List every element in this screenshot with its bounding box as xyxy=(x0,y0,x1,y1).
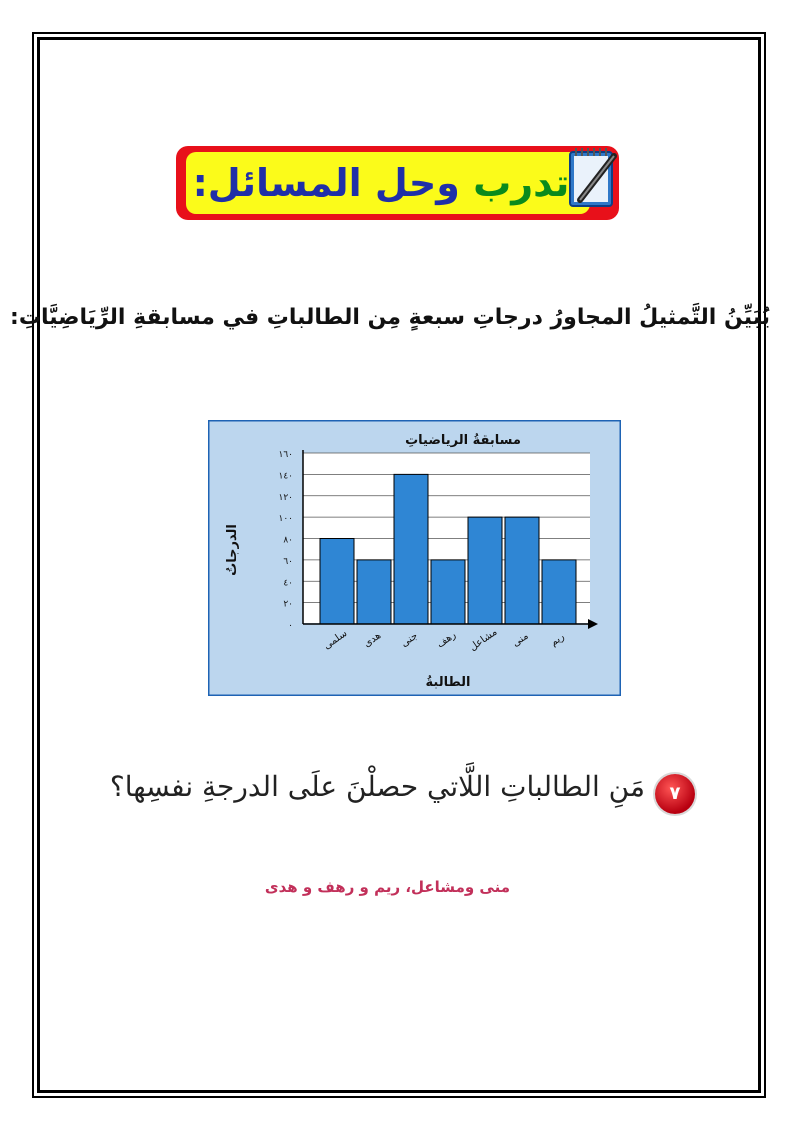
x-tick-label: منى xyxy=(510,630,531,650)
x-tick-label: هدى xyxy=(361,630,384,650)
x-tick-label: جنى xyxy=(399,630,420,650)
x-tick-label: ريم xyxy=(548,631,567,649)
bar-7 xyxy=(542,560,576,624)
y-tick-label: ٢٠ xyxy=(283,599,293,610)
y-tick-label: ١٠٠ xyxy=(278,514,293,525)
banner-word-practice: تدرب xyxy=(473,161,570,205)
y-tick-label: ٤٠ xyxy=(283,578,293,589)
bar-3 xyxy=(394,474,428,624)
y-tick-label: ٠ xyxy=(288,621,293,631)
title-banner xyxy=(176,146,619,220)
x-tick-label: رهف xyxy=(435,629,459,651)
y-tick-label: ١٦٠ xyxy=(278,450,293,460)
chart-ylabel: الدرجاتُ xyxy=(225,524,240,576)
bar-chart xyxy=(208,420,621,696)
banner-word-solve: وحل المسائل: xyxy=(192,161,460,205)
x-tick-label: سلمى xyxy=(321,628,350,652)
y-tick-label: ٦٠ xyxy=(283,556,293,567)
question-text: مَنِ الطالباتِ اللَّاتي حصلْنَ علَى الدرجةِ نفسِها؟ xyxy=(109,770,645,803)
example-prompt xyxy=(10,305,770,330)
y-tick-label: ١٢٠ xyxy=(278,492,293,503)
chart-title: مسابقةُ الرياضياتِ xyxy=(405,433,521,448)
bar-1 xyxy=(320,539,354,625)
bar-4 xyxy=(431,560,465,624)
prompt-text: يُبَيِّنُ التَّمثيلُ المجاورُ درجاتِ سبعةٍ مِن الطالباتِ في مسابقةِ الرِّيَاضِيَّاتِ: xyxy=(10,305,770,330)
question-number-badge: ٧ xyxy=(655,774,695,814)
y-tick-label: ٨٠ xyxy=(283,535,293,546)
answer-text: منى ومشاعل، ريم و رهف و هدى xyxy=(264,878,510,896)
bar-2 xyxy=(357,560,391,624)
x-tick-label: مشاعل xyxy=(467,626,500,654)
y-tick-label: ١٤٠ xyxy=(278,471,293,482)
banner-title xyxy=(186,146,576,220)
bar-6 xyxy=(505,517,539,624)
bar-5 xyxy=(468,517,502,624)
chart-xlabel: الطالبةُ xyxy=(425,675,471,690)
notebook-pen-icon xyxy=(564,142,620,212)
